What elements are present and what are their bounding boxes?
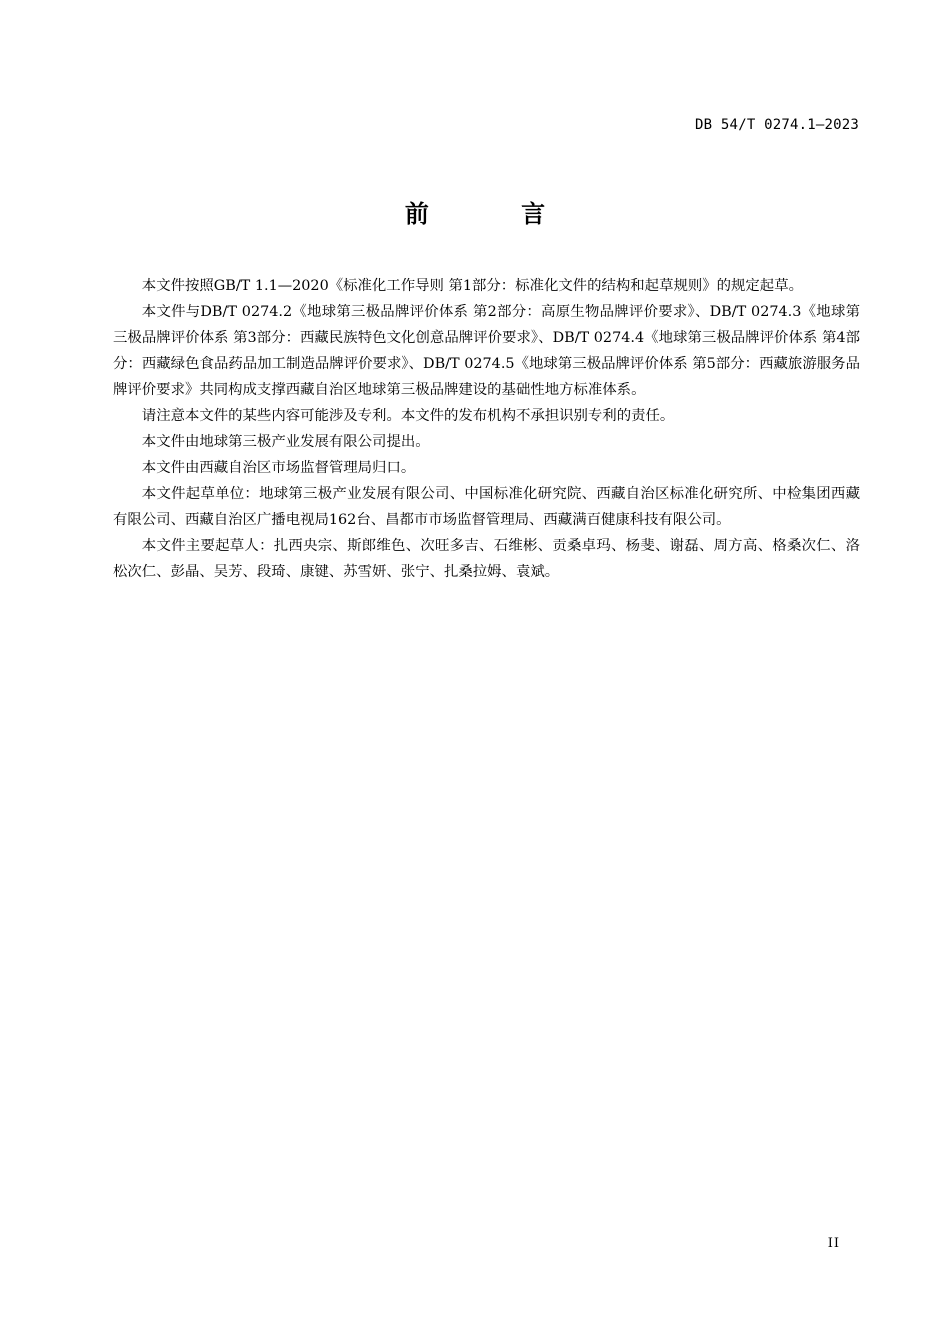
- paragraph-drafting-rules: 本文件按照GB/T 1.1—2020《标准化工作导则 第1部分：标准化文件的结构和起草规则》的规定起草。: [141, 278, 803, 294]
- foreword-body: [113, 273, 860, 585]
- paragraph-proposer: 本文件由地球第三极产业发展有限公司提出。: [141, 434, 430, 450]
- paragraph-administrator: 本文件由西藏自治区市场监督管理局归口。: [141, 460, 416, 476]
- page-number: II: [827, 1236, 840, 1251]
- paragraph-drafting-units: 本文件起草单位：地球第三极产业发展有限公司、中国标准化研究院、西藏自治区标准化研究所、中检集团西藏有限公司、西藏自治区广播电视局162台、昌都市市场监督管理局、西藏满百健康科技有限公司。: [113, 486, 860, 528]
- paragraph-drafters: 本文件主要起草人：扎西央宗、斯郎维色、次旺多吉、石维彬、贡桑卓玛、杨斐、谢磊、周方高、格桑次仁、洛松次仁、彭晶、吴芳、段琦、康键、苏雪妍、张宁、扎桑拉姆、袁斌。: [113, 538, 860, 580]
- paragraph-patent-notice: 请注意本文件的某些内容可能涉及专利。本文件的发布机构不承担识别专利的责任。: [141, 408, 675, 424]
- paragraph-standard-series: 本文件与DB/T 0274.2《地球第三极品牌评价体系 第2部分：高原生物品牌评价要求》、DB/T 0274.3《地球第三极品牌评价体系 第3部分：西藏民族特色文化创意品牌评价要求》、DB/T 0274.4《地球第三极品牌评价体系 第4部分：西藏绿色食品药品加工制造品牌评价要求》、DB/T 0274.5《地球第三极品牌评价体系 第5部分：西藏旅游服务品牌评价要求》共同构成支撑西藏自治区地球第三极品牌建设的基础性地方标准体系。: [113, 304, 860, 398]
- page-title: 前 言: [404, 200, 588, 228]
- document-code: DB 54/T 0274.1—2023: [695, 117, 859, 133]
